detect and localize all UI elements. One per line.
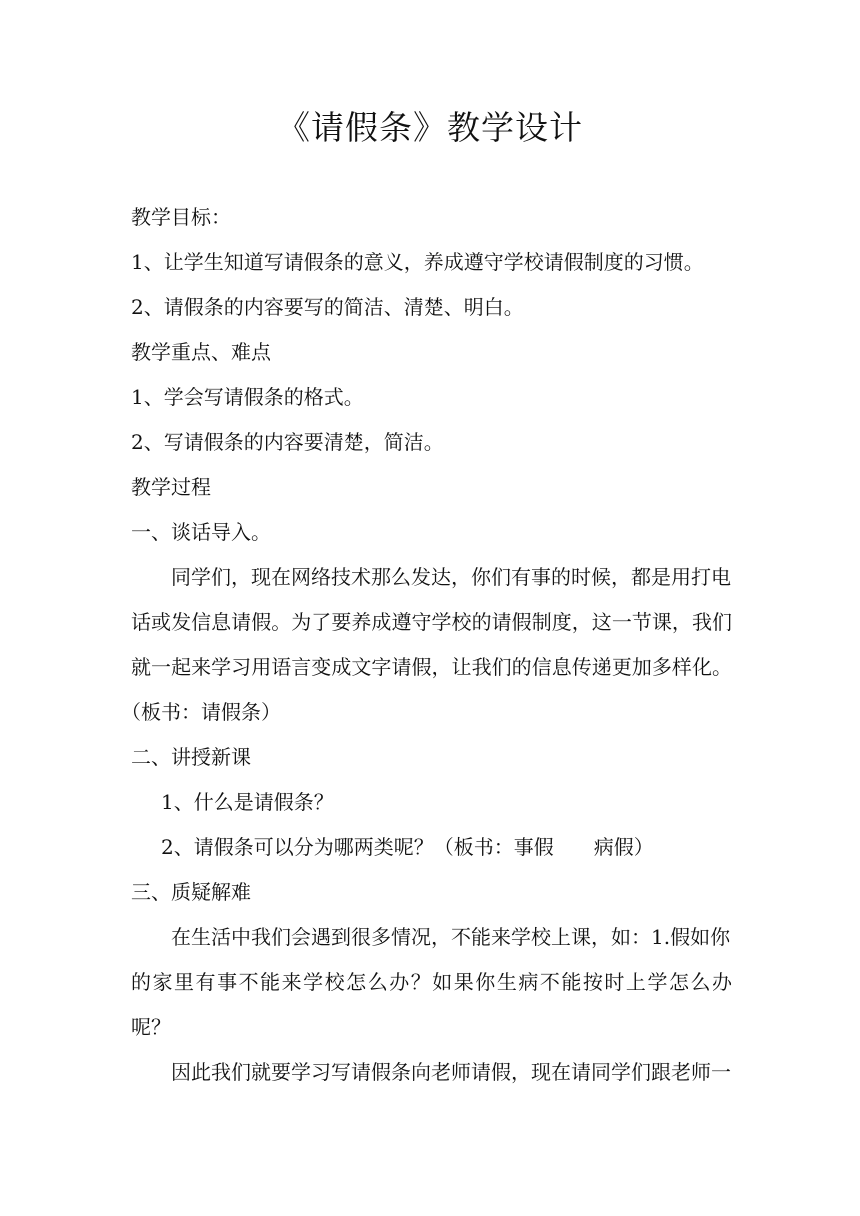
question-item-2: 2、请假条可以分为哪两类呢？（板书：事假 病假） bbox=[161, 835, 654, 859]
paragraph-1-line-3: 就一起来学习用语言变成文字请假，让我们的信息传递更加多样化。 bbox=[131, 655, 732, 679]
objective-item-2: 2、请假条的内容要写的简洁、清楚、明白。 bbox=[131, 295, 524, 319]
question-item-1: 1、什么是请假条？ bbox=[161, 790, 334, 814]
paragraph-2-line-3: 呢？ bbox=[131, 1015, 171, 1039]
section-heading-2: 二、讲授新课 bbox=[131, 745, 251, 769]
key-point-item-1: 1、学会写请假条的格式。 bbox=[131, 385, 364, 409]
paragraph-1-line-2: 话或发信息请假。为了要养成遵守学校的请假制度，这一节课，我们 bbox=[131, 610, 732, 634]
section-heading-3: 三、质疑解难 bbox=[131, 880, 251, 904]
paragraph-2-line-1: 在生活中我们会遇到很多情况，不能来学校上课，如：1.假如你 bbox=[171, 925, 731, 949]
paragraph-1-line-1: 同学们，现在网络技术那么发达，你们有事的时候，都是用打电 bbox=[171, 565, 731, 589]
key-point-item-2: 2、写请假条的内容要清楚，简洁。 bbox=[131, 430, 444, 454]
section-heading-1: 一、谈话导入。 bbox=[131, 520, 271, 544]
paragraph-3-line-1: 因此我们就要学习写请假条向老师请假，现在请同学们跟老师一 bbox=[171, 1060, 731, 1084]
heading-teaching-process: 教学过程 bbox=[131, 475, 211, 499]
heading-key-points: 教学重点、难点 bbox=[131, 340, 271, 364]
heading-teaching-objectives: 教学目标： bbox=[131, 205, 231, 229]
paragraph-2-line-2: 的家里有事不能来学校怎么办？如果你生病不能按时上学怎么办 bbox=[131, 970, 732, 994]
paragraph-1-line-4: （板书：请假条） bbox=[121, 700, 281, 724]
document-title: 《请假条》教学设计 bbox=[277, 108, 583, 147]
objective-item-1: 1、让学生知道写请假条的意义，养成遵守学校请假制度的习惯。 bbox=[131, 250, 704, 274]
